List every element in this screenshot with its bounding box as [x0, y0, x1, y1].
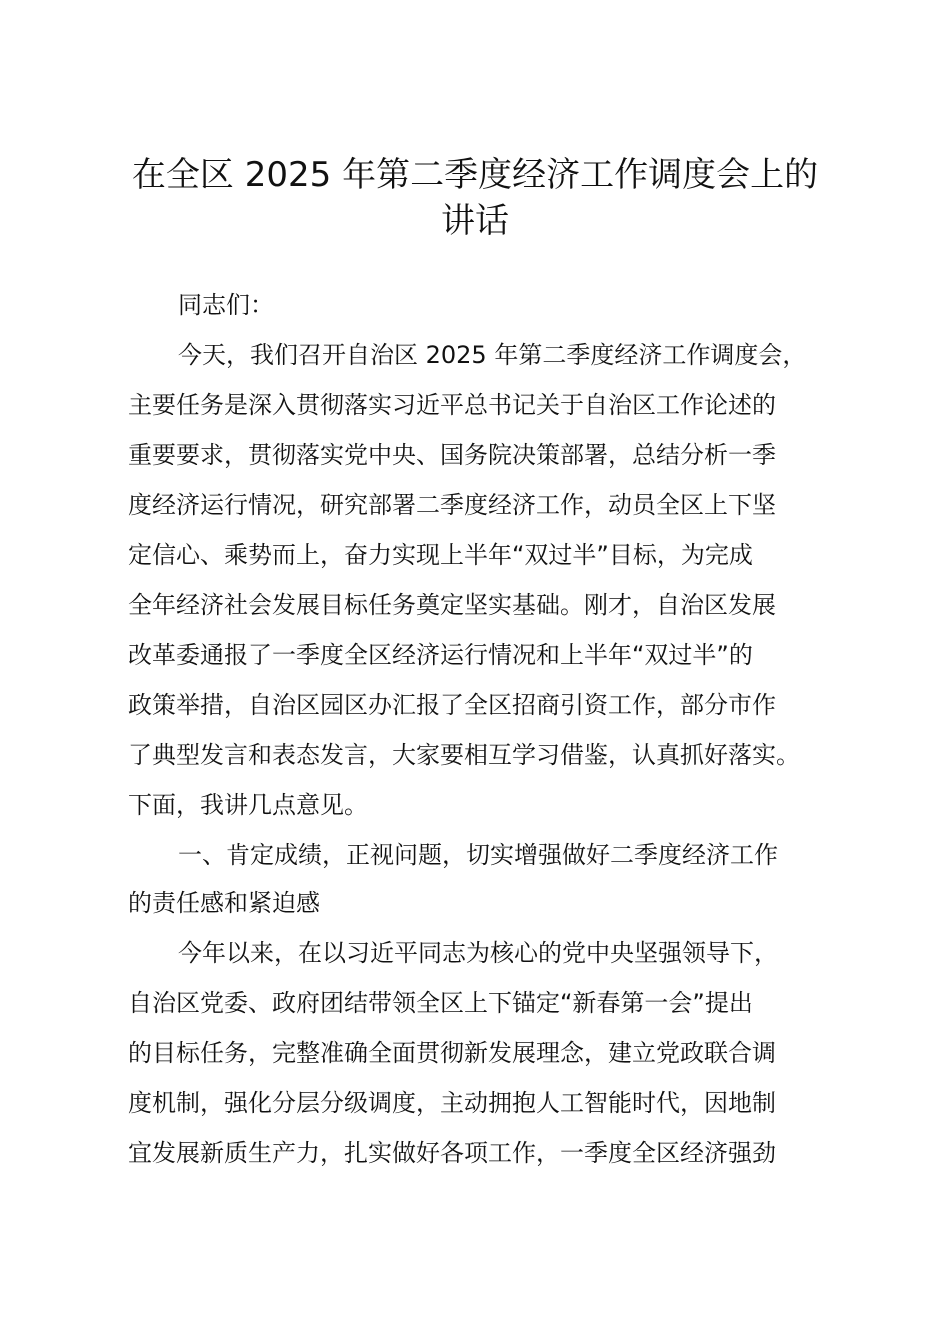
body-line: 今年以来，在以习近平同志为核心的党中央坚强领导下，: [178, 939, 778, 967]
body-line: 下面，我讲几点意见。: [128, 791, 368, 819]
body-line: 的目标任务，完整准确全面贯彻新发展理念，建立党政联合调: [128, 1039, 776, 1067]
body-line: 定信心、乘势而上，奋力实现上半年“双过半”目标，为完成: [128, 541, 753, 569]
body-line: 重要要求，贯彻落实党中央、国务院决策部署，总结分析一季: [128, 441, 776, 469]
section-heading: 的责任感和紧迫感: [128, 889, 320, 917]
body-line: 全年经济社会发展目标任务奠定坚实基础。刚才，自治区发展: [128, 591, 776, 619]
body-line: 宜发展新质生产力，扎实做好各项工作，一季度全区经济强劲: [128, 1139, 776, 1167]
document-title: [110, 152, 840, 244]
body-line: 政策举措，自治区园区办汇报了全区招商引资工作，部分市作: [128, 691, 776, 719]
body-line: 今天，我们召开自治区 2025 年第二季度经济工作调度会，: [178, 341, 807, 369]
title-line-2: 讲话: [441, 201, 509, 241]
body-line: 度机制，强化分层分级调度，主动拥抱人工智能时代，因地制: [128, 1089, 776, 1117]
body-line: 度经济运行情况，研究部署二季度经济工作，动员全区上下坚: [128, 491, 776, 519]
body-line: 改革委通报了一季度全区经济运行情况和上半年“双过半”的: [128, 641, 753, 669]
section-heading: 一、肯定成绩，正视问题，切实增强做好二季度经济工作: [178, 841, 778, 869]
body-line: 主要任务是深入贯彻落实习近平总书记关于自治区工作论述的: [128, 391, 776, 419]
body-line: 了典型发言和表态发言，大家要相互学习借鉴，认真抓好落实。: [128, 741, 800, 769]
title-line-1: 在全区 2025 年第二季度经济工作调度会上的: [131, 155, 819, 195]
salutation: 同志们：: [178, 291, 274, 319]
body-line: 自治区党委、政府团结带领全区上下锚定“新春第一会”提出: [128, 989, 753, 1017]
